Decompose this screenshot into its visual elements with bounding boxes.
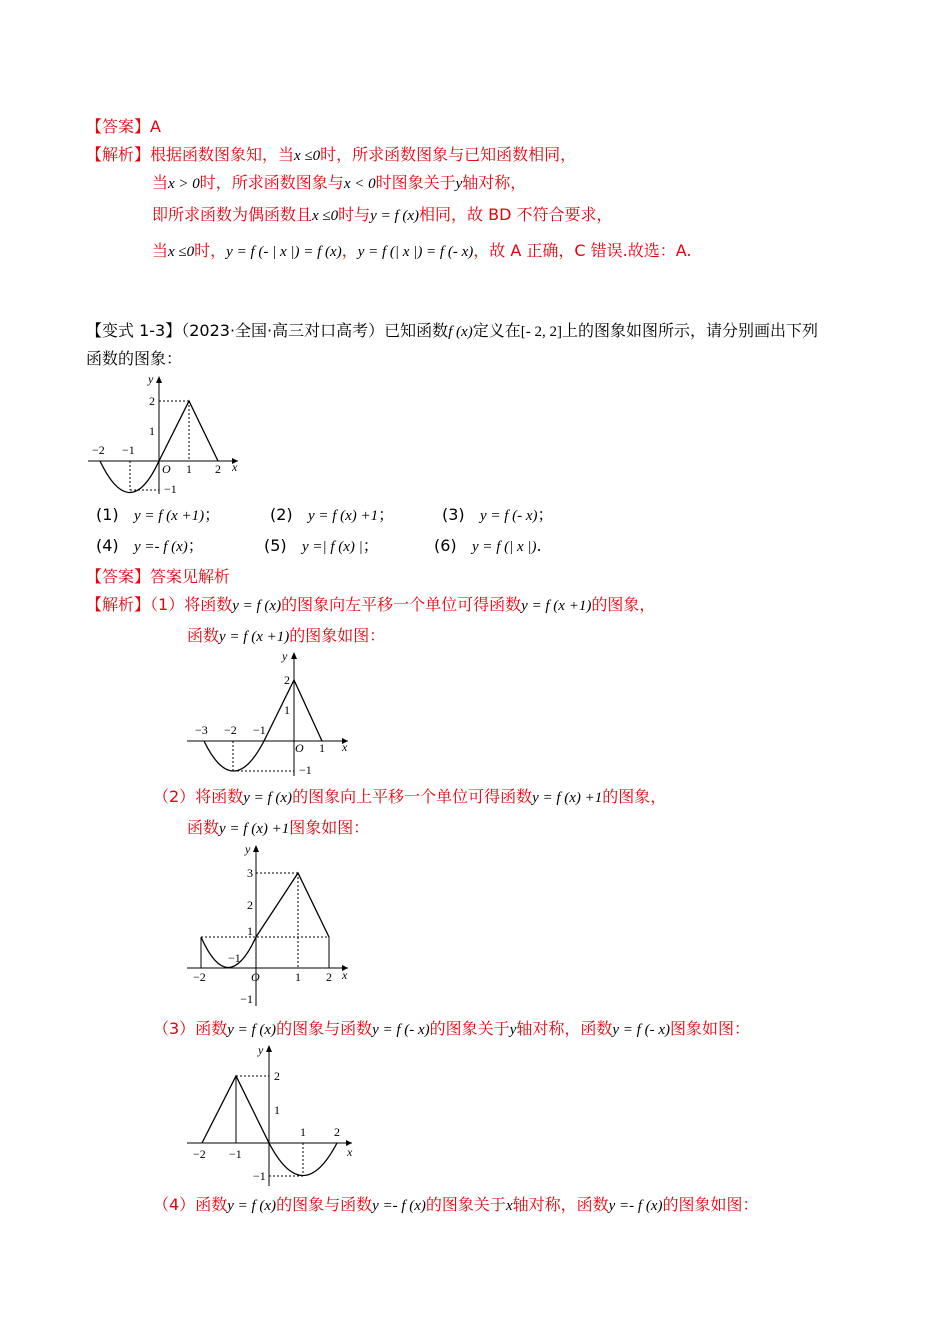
solution-text: 轴对称，函数 bbox=[512, 1195, 609, 1214]
tick-label: 1 bbox=[284, 703, 290, 717]
tick-label: −1 bbox=[228, 951, 241, 965]
solution-text: 将函数 bbox=[184, 595, 233, 614]
math: y = f (- x) bbox=[372, 1022, 430, 1038]
solution-text: 的图象向左平移一个单位可得函数 bbox=[281, 595, 522, 614]
analysis-text: 当 bbox=[152, 241, 169, 260]
item-end: ； bbox=[378, 505, 395, 524]
math: [- 2, 2] bbox=[520, 324, 562, 340]
solution-text: 的图象与函数 bbox=[276, 1195, 373, 1214]
analysis-line-4 bbox=[152, 240, 691, 263]
math: x ≤0 bbox=[168, 244, 195, 260]
tick-label: 1 bbox=[274, 1103, 280, 1117]
tick-label: 1 bbox=[295, 970, 301, 984]
math: x ≤0 bbox=[294, 148, 321, 164]
math: y bbox=[455, 176, 463, 192]
graph-2 bbox=[185, 840, 360, 1010]
analysis-text: 时， bbox=[194, 241, 227, 260]
solution-text: 函数 bbox=[195, 1019, 228, 1038]
axis-label-y: y bbox=[148, 372, 154, 386]
math: x ≤0 bbox=[312, 208, 339, 224]
math: y = f (x) bbox=[243, 790, 293, 806]
answer-line-2 bbox=[86, 566, 230, 588]
solution-2-line-2 bbox=[187, 817, 369, 840]
analysis-line-3 bbox=[152, 204, 613, 227]
variant-text: （2023·全国·高三对口高考）已知函数 bbox=[181, 321, 449, 340]
item-2 bbox=[270, 504, 394, 527]
math: y =- f (x) bbox=[133, 539, 188, 555]
tick-label: −2 bbox=[224, 723, 237, 737]
math: y bbox=[509, 1022, 517, 1038]
tick-label: −1 bbox=[122, 443, 135, 457]
analysis-text: 根据函数图象知，当 bbox=[150, 145, 295, 164]
analysis-text: 轴对称， bbox=[462, 173, 527, 192]
solution-num: （2） bbox=[153, 787, 196, 806]
math: y = f (x) bbox=[227, 1022, 277, 1038]
math: x > 0 bbox=[168, 176, 200, 192]
tick-label: −1 bbox=[240, 992, 253, 1006]
solution-4-line-1 bbox=[153, 1194, 758, 1217]
item-1 bbox=[96, 504, 220, 527]
origin-label: O bbox=[162, 462, 171, 476]
analysis-text: 相同，故 BD 不符合要求， bbox=[419, 205, 613, 224]
math: y = f (x +1) bbox=[133, 508, 205, 524]
math: y = f (x) bbox=[227, 1198, 277, 1214]
tick-label: −2 bbox=[92, 443, 105, 457]
axis-label-x: x bbox=[342, 968, 348, 982]
item-num: (5) bbox=[264, 536, 287, 555]
analysis-text: 即所求函数为偶函数且 bbox=[152, 205, 313, 224]
math: x bbox=[505, 1198, 513, 1214]
origin-label: O bbox=[251, 970, 260, 984]
solution-text: 将函数 bbox=[195, 787, 244, 806]
math: f (x) bbox=[448, 324, 473, 340]
axis-label-y: y bbox=[282, 649, 288, 663]
solution-text: 函数 bbox=[187, 818, 220, 837]
solution-text: 的图象向上平移一个单位可得函数 bbox=[292, 787, 533, 806]
tick-label: −1 bbox=[253, 723, 266, 737]
origin-label: O bbox=[295, 741, 304, 755]
analysis-label: 【解析】 bbox=[86, 595, 151, 614]
axis-label-x: x bbox=[342, 740, 348, 754]
variant-line-2: 函数的图象： bbox=[86, 349, 183, 368]
item-num: (4) bbox=[96, 536, 119, 555]
solution-text: 的图象如图： bbox=[289, 626, 386, 645]
analysis-label: 【解析】 bbox=[86, 145, 151, 164]
solution-2-line-1 bbox=[153, 786, 666, 809]
variant-label: 【变式 1-3】 bbox=[86, 321, 182, 340]
tick-label: 1 bbox=[319, 741, 325, 755]
tick-label: 1 bbox=[149, 424, 155, 438]
original-graph bbox=[86, 372, 246, 497]
analysis-line-1 bbox=[86, 144, 576, 167]
solution-num: （3） bbox=[153, 1019, 196, 1038]
math: y =- f (x) bbox=[608, 1198, 663, 1214]
variant-text: 上的图象如图所示，请分别画出下列 bbox=[561, 321, 818, 340]
math: y = f (- x) bbox=[479, 508, 538, 524]
analysis-text: 时，所求函数图象与已知函数相同， bbox=[320, 145, 577, 164]
item-3 bbox=[442, 504, 554, 527]
tick-label: 1 bbox=[300, 1125, 306, 1139]
item-num: (1) bbox=[96, 505, 119, 524]
math: y = f (- | x |) = f (x) bbox=[226, 244, 342, 260]
axis-label-x: x bbox=[347, 1145, 353, 1159]
math: y = f (- x) bbox=[612, 1022, 670, 1038]
tick-label: −3 bbox=[195, 723, 208, 737]
analysis-text: ，故 A 正确，C 错误.故选：A. bbox=[473, 241, 692, 260]
axis-label-y: y bbox=[245, 842, 251, 856]
analysis-text: 时，所求函数图象与 bbox=[199, 173, 344, 192]
tick-label: −1 bbox=[299, 763, 312, 777]
solution-text: 的图象， bbox=[602, 787, 667, 806]
axis-label-y: y bbox=[258, 1043, 264, 1057]
analysis-text: 时图象关于 bbox=[375, 173, 456, 192]
math: y = f (x) bbox=[232, 598, 282, 614]
math: y = f (x +1) bbox=[521, 598, 592, 614]
item-num: (3) bbox=[442, 505, 465, 524]
tick-label: 2 bbox=[274, 1069, 280, 1083]
tick-label: 2 bbox=[326, 970, 332, 984]
tick-label: 2 bbox=[284, 673, 290, 687]
analysis-text: 当 bbox=[152, 173, 169, 192]
tick-label: −1 bbox=[253, 1169, 266, 1183]
solution-text: 函数 bbox=[195, 1195, 228, 1214]
tick-label: 3 bbox=[247, 866, 253, 880]
solution-1-line-1 bbox=[86, 594, 655, 617]
math: x < 0 bbox=[343, 176, 376, 192]
tick-label: −2 bbox=[193, 970, 206, 984]
item-num: (6) bbox=[434, 536, 457, 555]
answer-value: 答案见解析 bbox=[150, 567, 231, 586]
solution-text: 的图象关于 bbox=[425, 1195, 506, 1214]
tick-label: 1 bbox=[247, 924, 253, 938]
tick-label: −1 bbox=[164, 482, 177, 496]
analysis-line-2 bbox=[152, 172, 526, 195]
math: y = f (x +1) bbox=[219, 629, 290, 645]
graph-1 bbox=[185, 648, 360, 778]
answer-label: 【答案】 bbox=[86, 567, 151, 586]
solution-text: 的图象， bbox=[591, 595, 656, 614]
tick-label: 1 bbox=[186, 462, 192, 476]
tick-label: −2 bbox=[193, 1147, 206, 1161]
tick-label: 2 bbox=[215, 462, 221, 476]
tick-label: 2 bbox=[149, 394, 155, 408]
item-end: . bbox=[536, 536, 542, 555]
answer-value: A bbox=[150, 117, 161, 136]
solution-num: （4） bbox=[153, 1195, 196, 1214]
solution-text: 的图象关于 bbox=[429, 1019, 510, 1038]
math: y = f (| x |) bbox=[471, 539, 537, 555]
item-end: ； bbox=[187, 536, 204, 555]
math: y = f (x) +1 bbox=[307, 508, 379, 524]
analysis-text: ， bbox=[341, 241, 358, 260]
solution-text: 的图象如图： bbox=[662, 1195, 759, 1214]
solution-3-line-1 bbox=[153, 1018, 750, 1041]
solution-1-line-2 bbox=[187, 625, 385, 648]
item-num: (2) bbox=[270, 505, 293, 524]
item-end: ； bbox=[362, 536, 379, 555]
item-end: ； bbox=[204, 505, 221, 524]
solution-text: 轴对称，函数 bbox=[516, 1019, 613, 1038]
answer-line-1 bbox=[86, 116, 161, 138]
tick-label: 2 bbox=[334, 1125, 340, 1139]
item-end: ； bbox=[537, 505, 554, 524]
math: y =- f (x) bbox=[372, 1198, 426, 1214]
solution-num: （1） bbox=[150, 595, 185, 614]
math: y = f (x) +1 bbox=[532, 790, 603, 806]
math: y = f (| x |) = f (- x) bbox=[357, 244, 474, 260]
item-6 bbox=[434, 535, 542, 558]
solution-text: 的图象与函数 bbox=[276, 1019, 373, 1038]
math: y =| f (x) | bbox=[301, 539, 363, 555]
tick-label: −1 bbox=[229, 1147, 242, 1161]
tick-label: 2 bbox=[247, 898, 253, 912]
variant-title-line bbox=[86, 320, 818, 343]
axis-label-x: x bbox=[232, 460, 238, 474]
item-5 bbox=[264, 535, 379, 558]
solution-text: 函数 bbox=[187, 626, 220, 645]
math: y = f (x) +1 bbox=[219, 821, 290, 837]
math: y = f (x) bbox=[370, 208, 420, 224]
answer-label: 【答案】 bbox=[86, 117, 151, 136]
graph-3 bbox=[185, 1040, 365, 1190]
analysis-text: 时与 bbox=[338, 205, 371, 224]
item-4 bbox=[96, 535, 204, 558]
solution-text: 图象如图： bbox=[289, 818, 370, 837]
solution-text: 图象如图： bbox=[669, 1019, 750, 1038]
variant-text: 定义在 bbox=[472, 321, 521, 340]
